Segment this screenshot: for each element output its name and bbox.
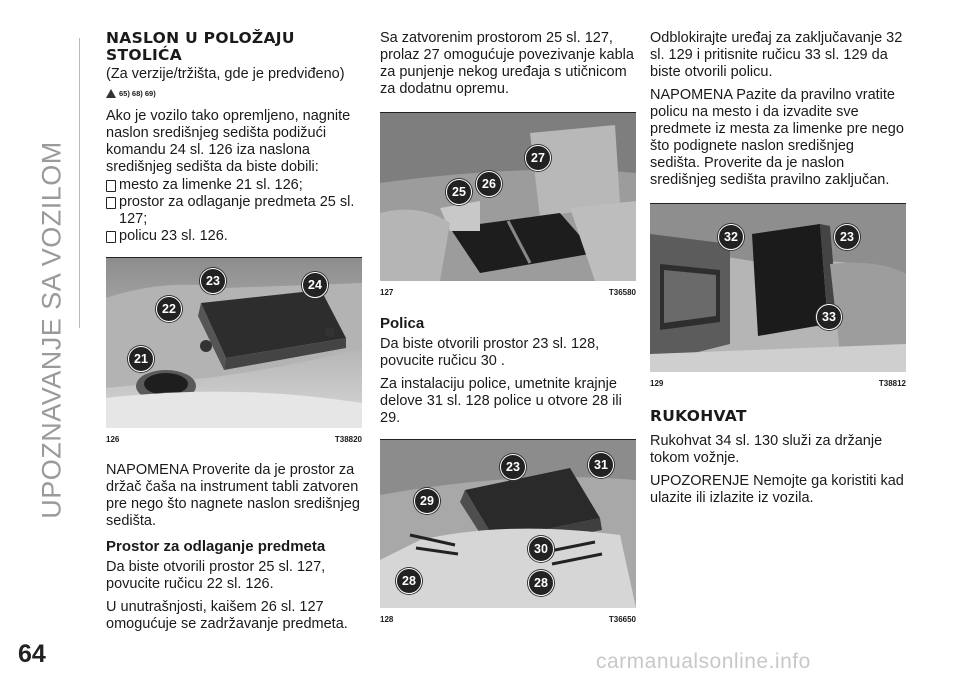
- callout-21: 21: [128, 346, 154, 372]
- figure-caption: 129 T38812: [650, 379, 906, 388]
- warning-paragraph: UPOZORENJE Nemojte ga koristiti kad ulazite ili izlazite iz vozila.: [650, 473, 904, 506]
- callout-24: 24: [302, 272, 328, 298]
- armrest-heading: RUKOHVAT: [650, 407, 747, 425]
- storage-paragraph-1: Da biste otvorili prostor 25 sl. 127, povucite ručicu 22 sl. 126.: [106, 559, 326, 592]
- callout-33: 33: [816, 304, 842, 330]
- bullet-box-icon: [106, 231, 116, 243]
- figure-128: [380, 439, 636, 628]
- figure-image: [380, 113, 636, 281]
- callout-30: 30: [528, 536, 554, 562]
- section-heading: NASLON U POLOŽAJU STOLIĆA: [106, 29, 295, 64]
- passage-paragraph: Sa zatvorenim prostorom 25 sl. 127, prolaz 27 omogućuje povezivanje kabla za punjenje nekog uređaja s utičnicom za dodatnu opremu.: [380, 30, 634, 97]
- storage-heading: Prostor za odlaganje predmeta: [106, 538, 326, 555]
- shelf-paragraph-1: Da biste otvorili prostor 23 sl. 128, povucite ručicu 30 .: [380, 336, 600, 369]
- armrest-paragraph: Rukohvat 34 sl. 130 služi za držanje tokom vožnje.: [650, 433, 883, 466]
- bullet-item: policu 23 sl. 126.: [106, 228, 362, 245]
- section-subtitle: (Za verzije/tržišta, gde je predviđeno): [106, 66, 345, 82]
- warning-references: 65) 68) 69): [106, 85, 362, 102]
- bullet-box-icon: [106, 197, 116, 209]
- unlock-paragraph: Odblokirajte uređaj za zaključavanje 32 sl. 129 i pritisnite ručicu 33 sl. 129 da biste otvorili policu.: [650, 30, 903, 80]
- figure-caption: 126 T38820: [106, 435, 362, 444]
- figure-127: [380, 112, 636, 301]
- figure-129: [650, 203, 906, 392]
- column-1: [106, 30, 362, 639]
- shelf-heading: Polica: [380, 315, 425, 332]
- note-paragraph: NAPOMENA Proverite da je prostor za držač čaša na instrument tabli zatvoren pre nego što nagnete naslon središnjeg sedišta.: [106, 462, 360, 529]
- side-divider: [79, 38, 80, 328]
- callout-27: 27: [525, 145, 551, 171]
- callout-28: 28: [528, 570, 554, 596]
- warning-triangle-icon: [106, 89, 116, 98]
- callout-22: 22: [156, 296, 182, 322]
- bullet-item: mesto za limenke 21 sl. 126;: [106, 177, 362, 194]
- callout-26: 26: [476, 171, 502, 197]
- figure-image: [380, 440, 636, 608]
- watermark: carmanualsonline.info: [596, 650, 811, 673]
- figure-126: [106, 257, 362, 448]
- column-3: [650, 30, 906, 513]
- shelf-paragraph-2: Za instalaciju police, umetnite krajnje delove 31 sl. 128 police u otvore 28 ili 29.: [380, 376, 622, 426]
- callout-28: 28: [396, 568, 422, 594]
- figure-caption: 128 T36650: [380, 615, 636, 624]
- note-paragraph: NAPOMENA Pazite da pravilno vratite policu na mesto i da izvadite sve predmete iz mesta za limenke pre nego što podignete naslon središnjeg sedišta. Proverite da je naslon središnjeg sedišta pravilno zaključan.: [650, 87, 904, 188]
- callout-23: 23: [200, 268, 226, 294]
- figure-image: [106, 258, 362, 428]
- figure-image: [650, 204, 906, 372]
- bullet-box-icon: [106, 180, 116, 192]
- page-number: 64: [18, 640, 46, 668]
- callout-31: 31: [588, 452, 614, 478]
- bullet-item: prostor za odlaganje predmeta 25 sl. 127;: [106, 194, 362, 228]
- callout-32: 32: [718, 224, 744, 250]
- intro-paragraph: Ako je vozilo tako opremljeno, nagnite naslon središnjeg sedišta podižući komandu 24 sl. 126 iza naslona središnjeg sedišta da biste dobili:: [106, 108, 351, 175]
- column-2: [380, 30, 636, 628]
- callout-23: 23: [500, 454, 526, 480]
- callout-25: 25: [446, 179, 472, 205]
- callout-23: 23: [834, 224, 860, 250]
- storage-paragraph-2: U unutrašnjosti, kaišem 26 sl. 127 omogućuje se zadržavanje predmeta.: [106, 599, 348, 632]
- callout-29: 29: [414, 488, 440, 514]
- figure-caption: 127 T36580: [380, 288, 636, 297]
